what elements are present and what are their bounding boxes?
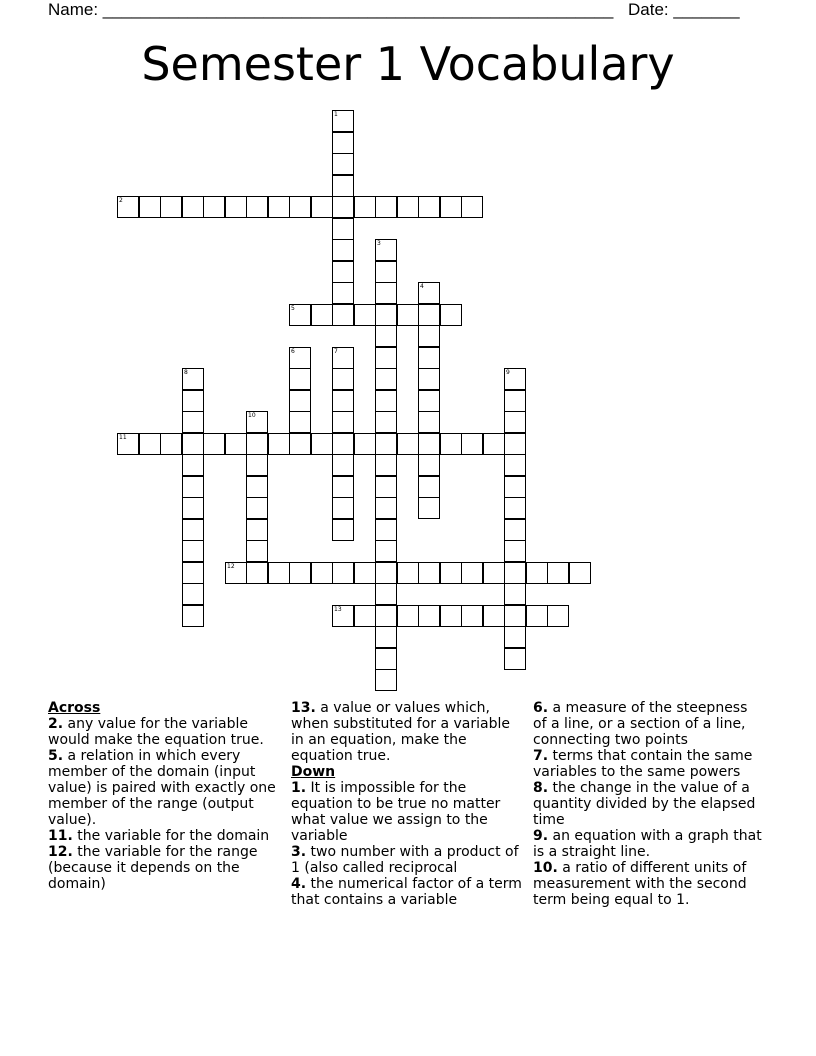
crossword-cell[interactable] [182, 605, 204, 627]
crossword-cell[interactable] [418, 454, 440, 476]
crossword-cell[interactable] [375, 368, 397, 390]
name-field-label[interactable]: Name: ______________________________________________________ [48, 0, 614, 19]
crossword-cell[interactable] [375, 626, 397, 648]
crossword-cell[interactable] [375, 390, 397, 412]
crossword-cell[interactable] [311, 433, 333, 455]
cell-number: 2 [119, 197, 123, 204]
crossword-cell[interactable] [461, 562, 483, 584]
crossword-cell[interactable] [375, 304, 397, 326]
crossword-cell[interactable] [418, 476, 440, 498]
crossword-cell[interactable] [375, 196, 397, 218]
crossword-cell[interactable] [139, 433, 161, 455]
crossword-cell[interactable] [354, 562, 376, 584]
crossword-cell[interactable] [354, 433, 376, 455]
crossword-cell[interactable] [375, 497, 397, 519]
crossword-cell[interactable] [332, 132, 354, 154]
cell-number: 10 [248, 412, 256, 419]
clue-across-5 [48, 748, 280, 828]
cell-number: 1 [334, 111, 338, 118]
cell-number: 7 [334, 348, 338, 355]
clue-down-7 [533, 748, 765, 780]
crossword-cell[interactable] [182, 196, 204, 218]
crossword-cell[interactable] [547, 605, 569, 627]
crossword-cell[interactable] [375, 261, 397, 283]
crossword-cell[interactable] [375, 669, 397, 691]
crossword-cell[interactable] [461, 196, 483, 218]
crossword-cell[interactable] [332, 476, 354, 498]
crossword-cell[interactable] [182, 540, 204, 562]
crossword-cell[interactable] [418, 390, 440, 412]
crossword-cell[interactable] [397, 605, 419, 627]
crossword-cell[interactable] [375, 583, 397, 605]
crossword-cell[interactable] [289, 390, 311, 412]
clue-number: 3. [291, 844, 307, 860]
crossword-cell[interactable] [332, 497, 354, 519]
cell-number: 3 [377, 240, 381, 247]
date-field-label[interactable]: Date: _______ [628, 0, 740, 19]
clue-down-6 [533, 700, 765, 748]
clue-text: a value or values which, when substituted for a variable in an equation, make the equation true. [291, 700, 510, 764]
crossword-cell[interactable] [289, 433, 311, 455]
crossword-cell[interactable] [504, 454, 526, 476]
page-title: Semester 1 Vocabulary [141, 37, 675, 91]
crossword-cell[interactable] [289, 368, 311, 390]
crossword-cell[interactable] [268, 196, 290, 218]
clue-number: 11. [48, 828, 73, 844]
clue-number: 7. [533, 748, 549, 764]
crossword-cell[interactable] [332, 239, 354, 261]
crossword-cell[interactable] [332, 282, 354, 304]
crossword-cell[interactable] [461, 605, 483, 627]
crossword-cell[interactable] [354, 196, 376, 218]
clue-number: 9. [533, 828, 549, 844]
crossword-cell[interactable] [332, 519, 354, 541]
clue-down-8 [533, 780, 765, 828]
crossword-cell[interactable] [483, 562, 505, 584]
crossword-cell[interactable] [139, 196, 161, 218]
crossword-cell[interactable] [354, 304, 376, 326]
crossword-cell[interactable] [375, 347, 397, 369]
cell-number: 13 [334, 606, 342, 613]
crossword-cell[interactable] [332, 562, 354, 584]
crossword-cell[interactable] [203, 196, 225, 218]
crossword-cell[interactable] [117, 433, 139, 455]
crossword-cell[interactable] [182, 454, 204, 476]
clue-number: 12. [48, 844, 73, 860]
crossword-cell[interactable] [332, 347, 354, 369]
clue-text: the variable for the range (because it depends on the domain) [48, 844, 258, 892]
crossword-cell[interactable] [182, 519, 204, 541]
crossword-cell[interactable] [418, 368, 440, 390]
clues-column-1 [48, 700, 280, 892]
crossword-cell[interactable] [246, 476, 268, 498]
crossword-cell[interactable] [526, 605, 548, 627]
crossword-cell[interactable] [418, 433, 440, 455]
crossword-cell[interactable] [504, 583, 526, 605]
crossword-cell[interactable] [504, 540, 526, 562]
crossword-cell[interactable] [117, 196, 139, 218]
crossword-cell[interactable] [504, 605, 526, 627]
clue-number: 10. [533, 860, 558, 876]
crossword-cell[interactable] [246, 540, 268, 562]
clues-column-3 [533, 700, 765, 908]
crossword-cell[interactable] [440, 605, 462, 627]
crossword-cell[interactable] [311, 562, 333, 584]
crossword-cell[interactable] [311, 304, 333, 326]
crossword-cell[interactable] [375, 562, 397, 584]
crossword-cell[interactable] [504, 476, 526, 498]
crossword-cell[interactable] [289, 196, 311, 218]
crossword-cell[interactable] [504, 648, 526, 670]
crossword-cell[interactable] [332, 175, 354, 197]
clue-number: 5. [48, 748, 64, 764]
crossword-cell[interactable] [483, 605, 505, 627]
crossword-cell[interactable] [418, 347, 440, 369]
clue-text: two number with a product of 1 (also called reciprocal [291, 844, 519, 876]
crossword-cell[interactable] [504, 626, 526, 648]
clue-number: 13. [291, 700, 316, 716]
crossword-cell[interactable] [246, 196, 268, 218]
clue-across-11 [48, 828, 280, 844]
crossword-cell[interactable] [182, 411, 204, 433]
crossword-cell[interactable] [440, 196, 462, 218]
crossword-cell[interactable] [160, 196, 182, 218]
crossword-cell[interactable] [354, 605, 376, 627]
crossword-cell[interactable] [504, 519, 526, 541]
crossword-cell[interactable] [311, 196, 333, 218]
clue-across-13 [291, 700, 523, 764]
clue-text: a measure of the steepness of a line, or a section of a line, connecting two points [533, 700, 748, 748]
crossword-cell[interactable] [182, 562, 204, 584]
crossword-cell[interactable] [418, 304, 440, 326]
crossword-cell[interactable] [332, 304, 354, 326]
crossword-cell[interactable] [289, 562, 311, 584]
clue-number: 1. [291, 780, 307, 796]
clue-text: terms that contain the same variables to the same powers [533, 748, 753, 780]
crossword-cell[interactable] [182, 476, 204, 498]
crossword-cell[interactable] [418, 282, 440, 304]
clue-down-1 [291, 780, 523, 844]
clue-number: 4. [291, 876, 307, 892]
crossword-cell[interactable] [246, 411, 268, 433]
crossword-cell[interactable] [375, 239, 397, 261]
crossword-cell[interactable] [375, 454, 397, 476]
crossword-cell[interactable] [246, 497, 268, 519]
crossword-cell[interactable] [375, 282, 397, 304]
clue-text: the numerical factor of a term that contains a variable [291, 876, 522, 908]
clue-number: 6. [533, 700, 549, 716]
crossword-cell[interactable] [418, 562, 440, 584]
crossword-cell[interactable] [246, 519, 268, 541]
crossword-cell[interactable] [440, 562, 462, 584]
crossword-cell[interactable] [160, 433, 182, 455]
crossword-cell[interactable] [461, 433, 483, 455]
clue-text: a relation in which every member of the domain (input value) is paired with exactly one member of the range (output value). [48, 748, 276, 828]
crossword-cell[interactable] [397, 562, 419, 584]
crossword-cell[interactable] [375, 411, 397, 433]
crossword-cell[interactable] [418, 411, 440, 433]
crossword-cell[interactable] [289, 304, 311, 326]
down-heading: Down [291, 764, 336, 780]
crossword-cell[interactable] [332, 390, 354, 412]
crossword-cell[interactable] [332, 261, 354, 283]
across-heading: Across [48, 700, 101, 716]
crossword-cell[interactable] [182, 433, 204, 455]
crossword-cell[interactable] [246, 433, 268, 455]
cell-number: 11 [119, 434, 127, 441]
crossword-cell[interactable] [182, 583, 204, 605]
crossword-cell[interactable] [526, 562, 548, 584]
crossword-cell[interactable] [504, 497, 526, 519]
clue-number: 8. [533, 780, 549, 796]
crossword-cell[interactable] [182, 497, 204, 519]
crossword-cell[interactable] [289, 347, 311, 369]
crossword-cell[interactable] [225, 433, 247, 455]
crossword-cell[interactable] [440, 304, 462, 326]
crossword-cell[interactable] [504, 562, 526, 584]
clues-column-2 [291, 700, 523, 908]
crossword-cell[interactable] [504, 433, 526, 455]
crossword-cell[interactable] [225, 196, 247, 218]
crossword-cell[interactable] [504, 368, 526, 390]
crossword-cell[interactable] [483, 433, 505, 455]
crossword-cell[interactable] [246, 454, 268, 476]
crossword-cell[interactable] [332, 411, 354, 433]
cell-number: 5 [291, 305, 295, 312]
crossword-cell[interactable] [332, 196, 354, 218]
crossword-cell[interactable] [547, 562, 569, 584]
clue-down-10 [533, 860, 765, 908]
cell-number: 6 [291, 348, 295, 355]
crossword-cell[interactable] [397, 196, 419, 218]
crossword-cell[interactable] [375, 476, 397, 498]
crossword-cell[interactable] [268, 562, 290, 584]
crossword-cell[interactable] [418, 605, 440, 627]
crossword-cell[interactable] [440, 433, 462, 455]
crossword-cell[interactable] [203, 433, 225, 455]
crossword-cell[interactable] [418, 325, 440, 347]
clue-number: 2. [48, 716, 64, 732]
crossword-cell[interactable] [182, 390, 204, 412]
crossword-cell[interactable] [504, 390, 526, 412]
crossword-cell[interactable] [268, 433, 290, 455]
crossword-cell[interactable] [289, 411, 311, 433]
crossword-cell[interactable] [418, 196, 440, 218]
crossword-cell[interactable] [332, 368, 354, 390]
cell-number: 9 [506, 369, 510, 376]
crossword-cell[interactable] [569, 562, 591, 584]
clue-text: the change in the value of a quantity divided by the elapsed time [533, 780, 756, 828]
crossword-cell[interactable] [504, 411, 526, 433]
cell-number: 4 [420, 283, 424, 290]
clue-text: It is impossible for the equation to be true no matter what value we assign to the variable [291, 780, 501, 844]
cell-number: 12 [227, 563, 235, 570]
clue-across-12 [48, 844, 280, 892]
crossword-cell[interactable] [246, 562, 268, 584]
crossword-cell[interactable] [332, 433, 354, 455]
crossword-cell[interactable] [375, 433, 397, 455]
crossword-cell[interactable] [332, 153, 354, 175]
crossword-cell[interactable] [397, 304, 419, 326]
crossword-cell[interactable] [418, 497, 440, 519]
crossword-cell[interactable] [375, 648, 397, 670]
crossword-cell[interactable] [332, 218, 354, 240]
crossword-cell[interactable] [332, 110, 354, 132]
cell-number: 8 [184, 369, 188, 376]
clue-text: any value for the variable would make the equation true. [48, 716, 264, 748]
crossword-cell[interactable] [375, 325, 397, 347]
crossword-cell[interactable] [182, 368, 204, 390]
clue-down-3 [291, 844, 523, 876]
clue-text: an equation with a graph that is a straight line. [533, 828, 762, 860]
crossword-cell[interactable] [397, 433, 419, 455]
clue-down-9 [533, 828, 765, 860]
clue-text: the variable for the domain [77, 828, 270, 844]
crossword-cell[interactable] [375, 540, 397, 562]
crossword-cell[interactable] [375, 519, 397, 541]
crossword-cell[interactable] [332, 454, 354, 476]
crossword-cell[interactable] [375, 605, 397, 627]
clue-down-4 [291, 876, 523, 908]
clue-across-2 [48, 716, 280, 748]
clue-text: a ratio of different units of measurement with the second term being equal to 1. [533, 860, 747, 908]
crossword-cell[interactable] [332, 605, 354, 627]
crossword-cell[interactable] [225, 562, 247, 584]
